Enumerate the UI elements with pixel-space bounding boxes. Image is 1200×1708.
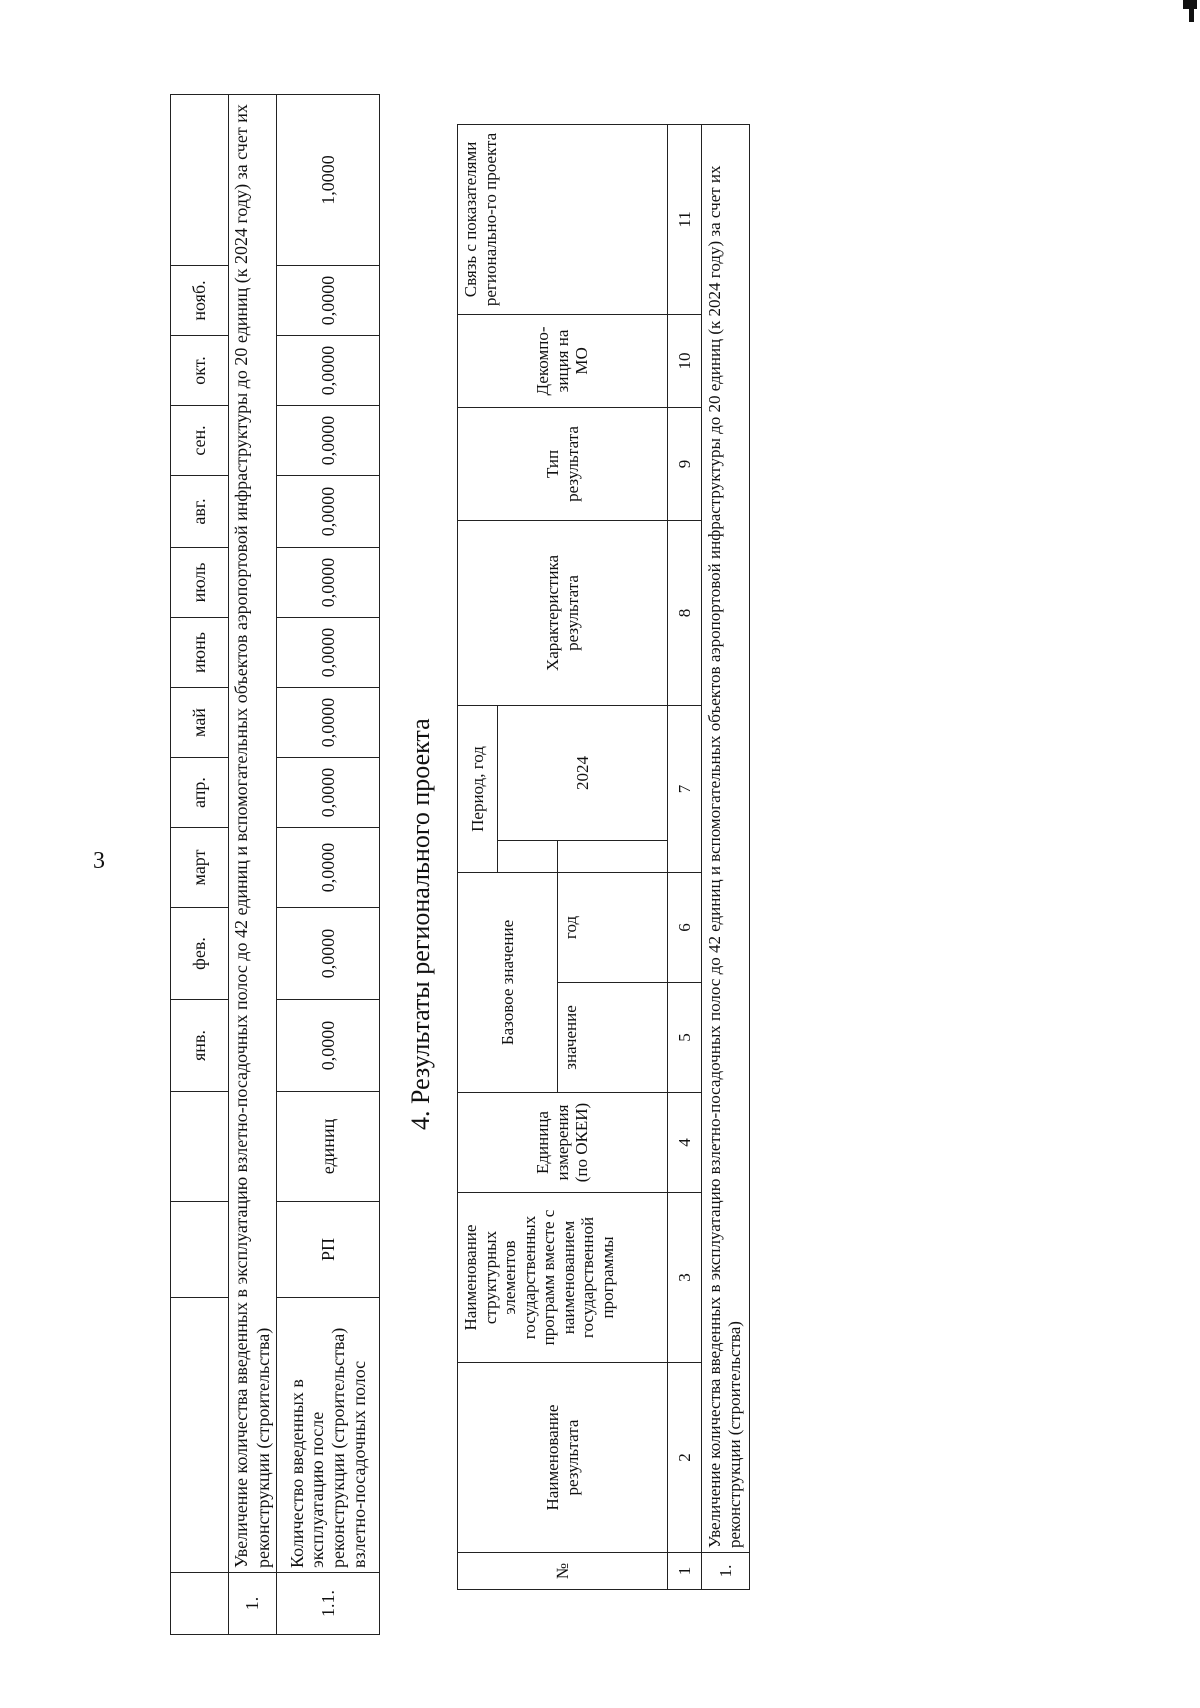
- month-value: 0,0000: [277, 828, 380, 908]
- month-value: 0,0000: [277, 618, 380, 688]
- header-decomposition: Декомпо-зиция на МО: [458, 314, 668, 407]
- month-header: июль: [171, 548, 229, 618]
- month-header: окт.: [171, 336, 229, 406]
- header-base-value: Базовое значение: [458, 872, 558, 1092]
- table-header-row: [458, 124, 498, 1589]
- month-value: 0,0000: [277, 266, 380, 336]
- results-table: [457, 124, 750, 1590]
- section-row: [702, 124, 750, 1589]
- section-heading-wrapper: [406, 630, 446, 1130]
- monthly-plan-table-wrapper: [170, 104, 380, 1635]
- header-cell: [171, 1298, 229, 1573]
- month-value: 0,0000: [277, 688, 380, 758]
- month-header: нояб.: [171, 266, 229, 336]
- column-number: 5: [668, 983, 702, 1093]
- header-structural-elements: Наименование структурных элементов государственных программ вместе с наименованием государственной программы: [458, 1193, 668, 1363]
- indicator-level: РП: [277, 1202, 380, 1298]
- column-number: 4: [668, 1093, 702, 1193]
- scan-mark: [1189, 0, 1194, 22]
- header-cell: [171, 95, 229, 266]
- table-header-row: [171, 95, 229, 1635]
- header-cell: [171, 1202, 229, 1298]
- month-header: сен.: [171, 406, 229, 476]
- section-number: 1.: [702, 1553, 750, 1590]
- column-number: 6: [668, 872, 702, 982]
- column-number: 10: [668, 314, 702, 407]
- indicator-name: Количество введенных в эксплуатацию после реконструкции (строительства) взлетно-посадочных полос: [277, 1298, 380, 1573]
- header-name: Наименование результата: [458, 1363, 668, 1553]
- month-value: 0,0000: [277, 548, 380, 618]
- month-header: июнь: [171, 618, 229, 688]
- column-number: 3: [668, 1193, 702, 1363]
- month-value: 0,0000: [277, 1000, 380, 1092]
- header-period-empty: [498, 840, 558, 872]
- monthly-plan-table: [170, 94, 380, 1635]
- column-number: 9: [668, 407, 702, 520]
- header-type: Тип результата: [458, 407, 668, 520]
- section-title: Увеличение количества введенных в эксплуатацию взлетно-посадочных полос до 42 единиц и вспомогательных объектов аэропортовой инфраструктуры до 20 единиц (к 2024 году) за счет их реконструкции (строительства): [702, 124, 750, 1552]
- month-header: апр.: [171, 758, 229, 828]
- column-number: 11: [668, 124, 702, 314]
- month-header: янв.: [171, 1000, 229, 1092]
- month-value: 0,0000: [277, 908, 380, 1000]
- header-unit: Единица измерения (по ОКЕИ): [458, 1093, 668, 1193]
- header-base-value-value: значение: [558, 983, 668, 1093]
- month-value: 0,0000: [277, 758, 380, 828]
- total-value: 1,0000: [277, 95, 380, 266]
- header-period-empty: [558, 840, 668, 872]
- month-value: 0,0000: [277, 476, 380, 548]
- header-cell: [171, 1573, 229, 1635]
- header-period-year: 2024: [498, 705, 668, 840]
- results-table-wrapper: [457, 125, 745, 1590]
- section-title: Увеличение количества введенных в эксплуатацию взлетно-посадочных полос до 42 единиц и вспомогательных объектов аэропортовой инфраструктуры до 20 единиц (к 2024 году) за счет их реконструкции (строительства): [229, 95, 277, 1573]
- column-number-row: [668, 124, 702, 1589]
- column-number: 7: [668, 705, 702, 872]
- section-number: 1.: [229, 1573, 277, 1635]
- column-number: 8: [668, 520, 702, 705]
- month-header: май: [171, 688, 229, 758]
- month-value: 0,0000: [277, 406, 380, 476]
- month-header: фев.: [171, 908, 229, 1000]
- column-number: 1: [668, 1553, 702, 1590]
- section-heading: 4. Результаты регионального проекта: [406, 718, 435, 1130]
- table-row: [277, 95, 380, 1635]
- section-row: [229, 95, 277, 1635]
- column-number: 2: [668, 1363, 702, 1553]
- row-number: 1.1.: [277, 1573, 380, 1635]
- month-value: 0,0000: [277, 336, 380, 406]
- month-header: авг.: [171, 476, 229, 548]
- header-base-value-year: год: [558, 872, 668, 982]
- header-characteristic: Характеристика результата: [458, 520, 668, 705]
- page-number: 3: [93, 848, 105, 874]
- header-link: Связь с показателями регионально-го проекта: [458, 124, 668, 314]
- month-header: март: [171, 828, 229, 908]
- indicator-unit: единиц: [277, 1092, 380, 1202]
- header-cell: [171, 1092, 229, 1202]
- header-num: №: [458, 1553, 668, 1590]
- header-period: Период, год: [458, 705, 498, 872]
